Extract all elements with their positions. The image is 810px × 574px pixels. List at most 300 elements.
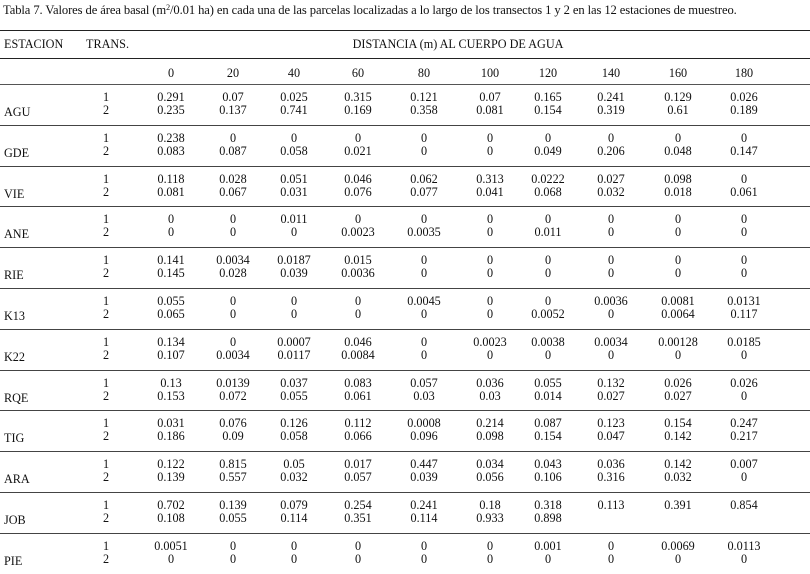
table-cell: 0 <box>420 143 428 158</box>
distance-header-60: 60 <box>351 66 365 80</box>
transect-label: 1 <box>102 457 110 472</box>
row-separator <box>0 410 810 411</box>
table-cell: 0 <box>674 266 682 281</box>
station-label: ARA <box>4 472 30 487</box>
table-cell: 0.026 <box>664 375 692 390</box>
table-cell: 0 <box>544 347 552 362</box>
table-cell: 0.0007 <box>277 334 311 349</box>
table-cell: 0.062 <box>410 171 438 186</box>
table-cell: 0 <box>290 225 298 240</box>
table-cell: 0.141 <box>157 253 185 268</box>
table-cell: 0.0113 <box>727 538 761 553</box>
table-cell: 0.0036 <box>594 294 628 308</box>
table-cell: 0 <box>544 266 552 281</box>
table-cell: 0 <box>674 212 682 227</box>
row-separator <box>0 288 810 289</box>
table-cell: 0 <box>740 212 748 227</box>
table-cell: 0.098 <box>664 171 692 186</box>
station-label: TIG <box>4 431 25 446</box>
table-cell: 0.214 <box>476 416 504 431</box>
table-cell: 0 <box>486 347 494 362</box>
table-cell: 0.238 <box>157 130 185 145</box>
table-cell: 0.026 <box>730 90 758 104</box>
table-cell: 0.241 <box>410 498 438 512</box>
table-cell: 0 <box>229 130 237 145</box>
table-cell: 0 <box>486 143 494 158</box>
transect-label: 2 <box>102 388 110 403</box>
distance-header-0: 0 <box>167 66 175 80</box>
table-cell: 0.217 <box>730 429 758 444</box>
row-separator <box>0 451 810 452</box>
table-cell: 0 <box>354 307 362 321</box>
table-cell: 0.083 <box>157 143 185 158</box>
table-cell: 0.051 <box>280 171 308 186</box>
table-cell: 0.165 <box>534 90 562 104</box>
table-cell: 0 <box>740 225 748 240</box>
table-cell: 0 <box>229 307 237 321</box>
table-cell: 0.067 <box>219 184 247 199</box>
table-cell: 0.186 <box>157 429 185 444</box>
table-cell: 0 <box>290 130 298 145</box>
header-rule <box>0 58 810 59</box>
station-label: ANE <box>4 227 30 242</box>
table-cell: 0 <box>544 130 552 145</box>
table-cell: 0 <box>740 130 748 145</box>
table-cell: 0.039 <box>410 470 438 485</box>
table-cell: 0.087 <box>219 143 247 158</box>
row-separator <box>0 370 810 371</box>
table-cell: 0.132 <box>597 375 625 390</box>
row-separator <box>0 206 810 207</box>
table-cell: 0.123 <box>597 416 625 431</box>
table-cell: 0 <box>740 470 748 485</box>
table-cell: 0.0036 <box>341 266 375 281</box>
table-cell: 0.026 <box>730 375 758 390</box>
table-cell: 0 <box>486 212 494 227</box>
distance-header-20: 20 <box>226 66 240 80</box>
table-cell: 0 <box>674 551 682 566</box>
transect-label: 2 <box>102 551 110 566</box>
table-cell: 0.017 <box>344 457 372 472</box>
table-cell: 0.854 <box>730 498 758 512</box>
transect-label: 2 <box>102 470 110 485</box>
table-cell: 0.032 <box>664 470 692 485</box>
table-cell: 0.028 <box>219 266 247 281</box>
table-cell: 0 <box>229 334 237 349</box>
table-cell: 0.154 <box>534 429 562 444</box>
table-cell: 0 <box>607 551 615 566</box>
table-cell: 0 <box>740 388 748 403</box>
caption-prefix: Tabla 7. Valores de área basal (m <box>3 3 167 17</box>
table-cell: 0.0187 <box>277 253 311 268</box>
transect-label: 1 <box>102 416 110 431</box>
table-cell: 0 <box>674 253 682 268</box>
row-separator <box>0 492 810 493</box>
transect-label: 1 <box>102 294 110 308</box>
table-cell: 0.055 <box>280 388 308 403</box>
table-cell: 0 <box>290 551 298 566</box>
table-cell: 0.557 <box>219 470 247 485</box>
distance-header-120: 120 <box>538 66 558 80</box>
table-cell: 0.09 <box>222 429 244 444</box>
table-cell: 0.037 <box>280 375 308 390</box>
table-cell: 0.027 <box>664 388 692 403</box>
station-label: K22 <box>4 349 25 364</box>
table-top-rule <box>0 30 810 31</box>
table-cell: 0.031 <box>157 416 185 431</box>
table-cell: 0.0052 <box>531 307 565 321</box>
table-cell: 0.046 <box>344 171 372 186</box>
transect-label: 2 <box>102 184 110 199</box>
table-cell: 0 <box>420 307 428 321</box>
table-cell: 0.028 <box>219 171 247 186</box>
distance-header-40: 40 <box>287 66 301 80</box>
table-cell: 0.815 <box>219 457 247 472</box>
table-cell: 0.142 <box>664 429 692 444</box>
table-cell: 0.025 <box>280 90 308 104</box>
table-cell: 0.114 <box>410 511 438 525</box>
table-cell: 0.0008 <box>407 416 441 431</box>
table-cell: 0.03 <box>479 388 501 403</box>
table-cell: 0 <box>290 307 298 321</box>
transect-label: 1 <box>102 171 110 186</box>
table-cell: 0.313 <box>476 171 504 186</box>
transect-label: 1 <box>102 334 110 349</box>
table-cell: 0.087 <box>534 416 562 431</box>
table-cell: 0.247 <box>730 416 758 431</box>
table-cell: 0.0222 <box>531 171 565 186</box>
table-cell: 0.066 <box>344 429 372 444</box>
table-cell: 0.113 <box>597 498 625 512</box>
table-cell: 0.072 <box>219 388 247 403</box>
table-cell: 0.391 <box>664 498 692 512</box>
table-cell: 0.0023 <box>341 225 375 240</box>
table-cell: 0 <box>607 253 615 268</box>
table-cell: 0 <box>740 266 748 281</box>
table-cell: 0.031 <box>280 184 308 199</box>
distance-header-160: 160 <box>668 66 688 80</box>
table-cell: 0.147 <box>730 143 758 158</box>
table-cell: 0.098 <box>476 429 504 444</box>
table-cell: 0.081 <box>476 103 504 117</box>
table-cell: 0.139 <box>157 470 185 485</box>
transect-label: 1 <box>102 538 110 553</box>
table-cell: 0.106 <box>534 470 562 485</box>
table-cell: 0.049 <box>534 143 562 158</box>
row-separator <box>0 533 810 534</box>
transect-label: 2 <box>102 307 110 321</box>
table-cell: 0.0139 <box>216 375 250 390</box>
table-cell: 0 <box>544 294 552 308</box>
table-caption <box>3 3 737 18</box>
station-label: GDE <box>4 145 30 160</box>
table-cell: 0.315 <box>344 90 372 104</box>
table-cell: 0.011 <box>280 212 308 227</box>
table-cell: 0.011 <box>534 225 562 240</box>
table-cell: 0.0064 <box>661 307 695 321</box>
table-cell: 0.107 <box>157 347 185 362</box>
subheader-rule <box>0 84 810 85</box>
table-cell: 0.057 <box>344 470 372 485</box>
table-cell: 0.153 <box>157 388 185 403</box>
table-cell: 0.068 <box>534 184 562 199</box>
table-cell: 0 <box>354 551 362 566</box>
table-cell: 0.154 <box>664 416 692 431</box>
station-column-header: ESTACION <box>4 37 64 51</box>
table-cell: 0.0034 <box>594 334 628 349</box>
table-cell: 0 <box>486 253 494 268</box>
station-label: K13 <box>4 309 25 323</box>
table-cell: 0.129 <box>664 90 692 104</box>
table-cell: 0 <box>544 551 552 566</box>
table-cell: 0.00128 <box>658 334 698 349</box>
table-cell: 0 <box>229 212 237 227</box>
table-cell: 0.112 <box>344 416 372 431</box>
table-cell: 0.235 <box>157 103 185 117</box>
table-cell: 0 <box>486 294 494 308</box>
station-label: JOB <box>4 513 26 527</box>
row-separator <box>0 329 810 330</box>
table-cell: 0.142 <box>664 457 692 472</box>
table-cell: 0.034 <box>476 457 504 472</box>
table-cell: 0 <box>486 551 494 566</box>
table-cell: 0.07 <box>479 90 501 104</box>
table-cell: 0.0069 <box>661 538 695 553</box>
table-cell: 0.039 <box>280 266 308 281</box>
table-cell: 0 <box>607 347 615 362</box>
transect-label: 1 <box>102 212 110 227</box>
table-cell: 0 <box>607 538 615 553</box>
table-cell: 0.351 <box>344 511 372 525</box>
table-cell: 0 <box>167 212 175 227</box>
table-cell: 0.0117 <box>277 347 311 362</box>
table-cell: 0.007 <box>730 457 758 472</box>
table-cell: 0.169 <box>344 103 372 117</box>
table-cell: 0.058 <box>280 143 308 158</box>
table-cell: 0.241 <box>597 90 625 104</box>
table-cell: 0.0023 <box>473 334 507 349</box>
table-cell: 0.126 <box>280 416 308 431</box>
transect-label: 2 <box>102 143 110 158</box>
station-label: RIE <box>4 268 24 283</box>
table-cell: 0 <box>420 212 428 227</box>
table-cell: 0.118 <box>157 171 185 186</box>
table-cell: 0.061 <box>344 388 372 403</box>
table-cell: 0.122 <box>157 457 185 472</box>
station-label: RQE <box>4 390 29 405</box>
distance-group-header: DISTANCIA (m) AL CUERPO DE AGUA <box>352 37 564 51</box>
table-cell: 0.036 <box>476 375 504 390</box>
table-cell: 0.077 <box>410 184 438 199</box>
table-cell: 0.036 <box>597 457 625 472</box>
station-label: VIE <box>4 186 25 201</box>
table-cell: 0.18 <box>479 498 501 512</box>
table-cell: 0 <box>354 294 362 308</box>
table-cell: 0.134 <box>157 334 185 349</box>
table-cell: 0 <box>229 538 237 553</box>
table-cell: 0 <box>229 294 237 308</box>
table-cell: 0 <box>607 307 615 321</box>
table-cell: 0 <box>544 253 552 268</box>
table-cell: 0.254 <box>344 498 372 512</box>
table-cell: 0.027 <box>597 388 625 403</box>
table-cell: 0.154 <box>534 103 562 117</box>
table-cell: 0.056 <box>476 470 504 485</box>
table-cell: 0 <box>740 551 748 566</box>
table-cell: 0.05 <box>283 457 305 472</box>
table-cell: 0.206 <box>597 143 625 158</box>
table-cell: 0.933 <box>476 511 504 525</box>
transect-label: 1 <box>102 253 110 268</box>
transect-label: 1 <box>102 498 110 512</box>
transect-label: 2 <box>102 347 110 362</box>
table-cell: 0.0051 <box>154 538 188 553</box>
table-cell: 0 <box>486 266 494 281</box>
station-label: PIE <box>4 553 23 568</box>
table-cell: 0.015 <box>344 253 372 268</box>
table-cell: 0 <box>674 130 682 145</box>
table-cell: 0 <box>420 266 428 281</box>
table-cell: 0 <box>674 347 682 362</box>
table-cell: 0.047 <box>597 429 625 444</box>
table-cell: 0 <box>674 225 682 240</box>
table-cell: 0.0081 <box>661 294 695 308</box>
transect-label: 2 <box>102 103 110 117</box>
table-cell: 0.03 <box>413 388 435 403</box>
table-cell: 0.032 <box>597 184 625 199</box>
table-cell: 0.741 <box>280 103 308 117</box>
table-cell: 0 <box>290 294 298 308</box>
caption-superscript: 2 <box>166 3 170 12</box>
transect-label: 2 <box>102 266 110 281</box>
table-cell: 0 <box>290 538 298 553</box>
transect-label: 2 <box>102 429 110 444</box>
table-cell: 0 <box>486 538 494 553</box>
transect-label: 1 <box>102 130 110 145</box>
table-cell: 0.114 <box>280 511 308 525</box>
table-cell: 0.083 <box>344 375 372 390</box>
table-cell: 0.079 <box>280 498 308 512</box>
table-cell: 0.137 <box>219 103 247 117</box>
transect-label: 2 <box>102 511 110 525</box>
table-cell: 0 <box>607 130 615 145</box>
trans-column-header: TRANS. <box>86 37 130 51</box>
transect-label: 1 <box>102 90 110 104</box>
table-cell: 0.021 <box>344 143 372 158</box>
distance-header-100: 100 <box>480 66 500 80</box>
distance-header-140: 140 <box>601 66 621 80</box>
table-cell: 0.358 <box>410 103 438 117</box>
table-cell: 0.121 <box>410 90 438 104</box>
table-cell: 0.189 <box>730 103 758 117</box>
table-cell: 0.061 <box>730 184 758 199</box>
table-cell: 0.096 <box>410 429 438 444</box>
table-cell: 0 <box>420 538 428 553</box>
table-cell: 0 <box>229 551 237 566</box>
table-cell: 0.048 <box>664 143 692 158</box>
table-cell: 0 <box>544 212 552 227</box>
table-cell: 0.0034 <box>216 347 250 362</box>
table-cell: 0.0131 <box>727 294 761 308</box>
table-cell: 0.076 <box>344 184 372 199</box>
table-cell: 0 <box>420 130 428 145</box>
table-cell: 0.018 <box>664 184 692 199</box>
table-cell: 0.058 <box>280 429 308 444</box>
table-cell: 0.318 <box>534 498 562 512</box>
table-cell: 0.108 <box>157 511 185 525</box>
table-cell: 0 <box>486 225 494 240</box>
table-cell: 0.0035 <box>407 225 441 240</box>
row-separator <box>0 125 810 126</box>
table-cell: 0 <box>229 225 237 240</box>
table-cell: 0 <box>420 334 428 349</box>
table-cell: 0 <box>740 253 748 268</box>
table-cell: 0 <box>354 212 362 227</box>
table-cell: 0 <box>167 225 175 240</box>
table-cell: 0.447 <box>410 457 438 472</box>
table-cell: 0.081 <box>157 184 185 199</box>
table-cell: 0.61 <box>667 103 689 117</box>
table-cell: 0.0084 <box>341 347 375 362</box>
table-cell: 0.13 <box>160 375 182 390</box>
table-cell: 0.001 <box>534 538 562 553</box>
table-cell: 0.898 <box>534 511 562 525</box>
row-separator <box>0 166 810 167</box>
table-cell: 0.316 <box>597 470 625 485</box>
table-cell: 0.065 <box>157 307 185 321</box>
table-cell: 0 <box>740 171 748 186</box>
table-cell: 0.046 <box>344 334 372 349</box>
table-cell: 0.0045 <box>407 294 441 308</box>
table-cell: 0.0038 <box>531 334 565 349</box>
table-cell: 0.0185 <box>727 334 761 349</box>
table-cell: 0.041 <box>476 184 504 199</box>
table-cell: 0.032 <box>280 470 308 485</box>
table-cell: 0.055 <box>534 375 562 390</box>
table-cell: 0.076 <box>219 416 247 431</box>
table-cell: 0.139 <box>219 498 247 512</box>
table-cell: 0.319 <box>597 103 625 117</box>
table-cell: 0 <box>607 266 615 281</box>
row-separator <box>0 247 810 248</box>
table-cell: 0.702 <box>157 498 185 512</box>
table-cell: 0.043 <box>534 457 562 472</box>
table-cell: 0 <box>420 347 428 362</box>
table-cell: 0 <box>354 130 362 145</box>
table-cell: 0.117 <box>730 307 758 321</box>
transect-label: 2 <box>102 225 110 240</box>
table-cell: 0 <box>486 130 494 145</box>
station-label: AGU <box>4 105 31 119</box>
table-cell: 0.291 <box>157 90 185 104</box>
table-cell: 0.055 <box>219 511 247 525</box>
table-cell: 0.07 <box>222 90 244 104</box>
table-cell: 0 <box>354 538 362 553</box>
table-cell: 0 <box>167 551 175 566</box>
table-cell: 0.145 <box>157 266 185 281</box>
table-cell: 0 <box>486 307 494 321</box>
table-cell: 0 <box>420 253 428 268</box>
table-cell: 0 <box>740 347 748 362</box>
table-cell: 0.055 <box>157 294 185 308</box>
table-cell: 0 <box>420 551 428 566</box>
distance-header-80: 80 <box>417 66 431 80</box>
table-cell: 0 <box>607 225 615 240</box>
transect-label: 1 <box>102 375 110 390</box>
distance-header-180: 180 <box>734 66 754 80</box>
caption-suffix: /0.01 ha) en cada una de las parcelas localizadas a lo largo de los transectos 1 y 2 en las 12 estaciones de muestreo. <box>170 3 737 17</box>
table-cell: 0.027 <box>597 171 625 186</box>
